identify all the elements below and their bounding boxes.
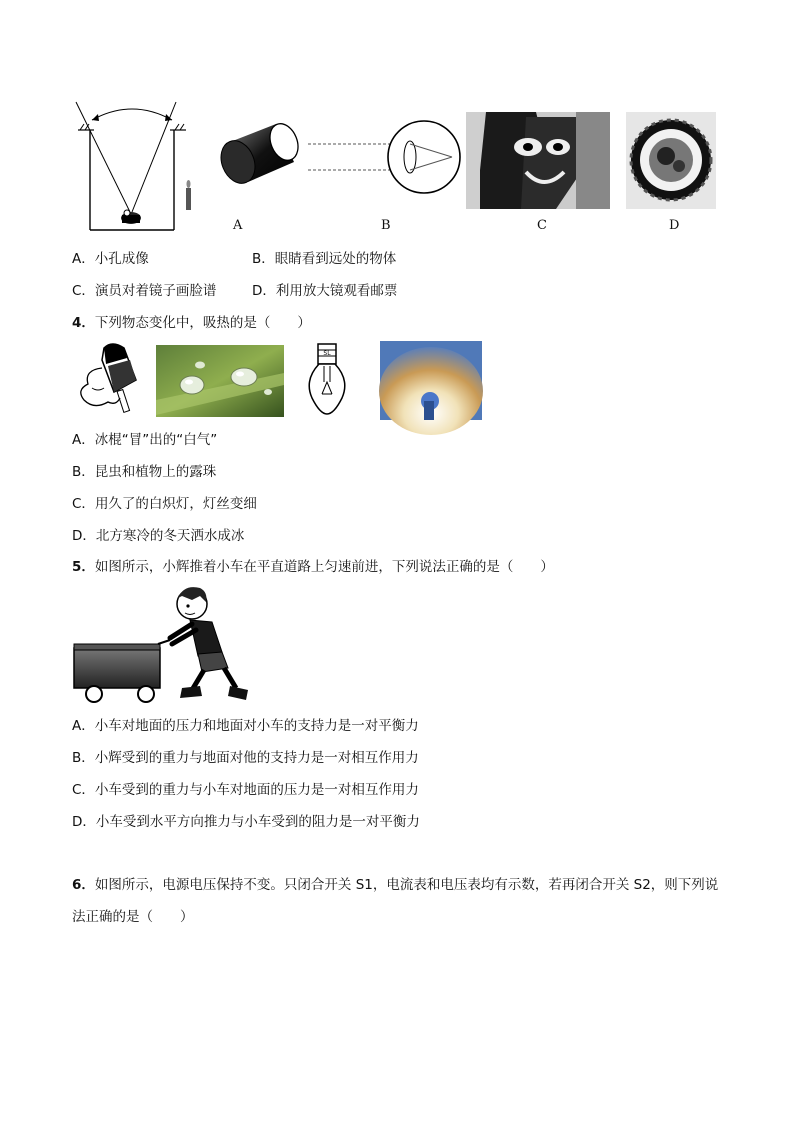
pinhole-box-figure <box>72 100 192 235</box>
q5-option-c: C．小车受到的重力与小车对地面的压力是一对相互作用力 <box>72 782 419 798</box>
mask-painting-photo <box>466 112 610 209</box>
q4-option-d: D．北方寒冷的冬天洒水成冰 <box>72 528 245 544</box>
q5-option-d: D．小车受到水平方向推力与小车受到的阻力是一对平衡力 <box>72 814 420 830</box>
light-bulb-figure <box>302 342 352 418</box>
q5-option-a: A．小车对地面的压力和地面对小车的支持力是一对平衡力 <box>72 718 419 734</box>
dew-drops-photo <box>156 345 284 417</box>
popsicle-figure <box>74 340 150 416</box>
q4-stem: 4．下列物态变化中，吸热的是（ ） <box>72 315 311 331</box>
q4-option-a: A．冰棍“冒”出的“白气” <box>72 432 218 448</box>
q6-stem-line-2: 法正确的是（ ） <box>72 909 194 925</box>
figure-label-d: D <box>669 218 680 233</box>
boy-pushing-cart-figure <box>72 582 254 706</box>
q4-option-b: B．昆虫和植物上的露珠 <box>72 464 217 480</box>
figure-label-b: B <box>381 218 391 233</box>
magnifier-stamp-photo <box>626 112 716 209</box>
q3-option-c: C．演员对着镜子画脸谱 <box>72 283 217 299</box>
q6-stem-line-1: 6．如图所示，电源电压保持不变。只闭合开关 S1，电流表和电压表均有示数，若再闭合开关 S2，则下列说 <box>72 877 719 893</box>
q4-option-c: C．用久了的白炽灯，灯丝变细 <box>72 496 257 512</box>
figure-label-c: C <box>537 218 547 233</box>
q3-option-a: A．小孔成像 <box>72 251 149 267</box>
q5-stem: 5．如图所示，小辉推着小车在平直道路上匀速前进，下列说法正确的是（ ） <box>72 559 554 575</box>
q5-option-b: B．小辉受到的重力与地面对他的支持力是一对相互作用力 <box>72 750 419 766</box>
bulb-label: SL <box>323 350 331 357</box>
q3-option-d: D．利用放大镜观看邮票 <box>252 283 398 299</box>
figure-label-a: A <box>233 218 243 233</box>
cylinder-figure <box>216 122 298 188</box>
eye-figure <box>306 118 456 198</box>
frozen-spray-photo <box>380 341 482 420</box>
q3-option-b: B．眼睛看到远处的物体 <box>252 251 397 267</box>
